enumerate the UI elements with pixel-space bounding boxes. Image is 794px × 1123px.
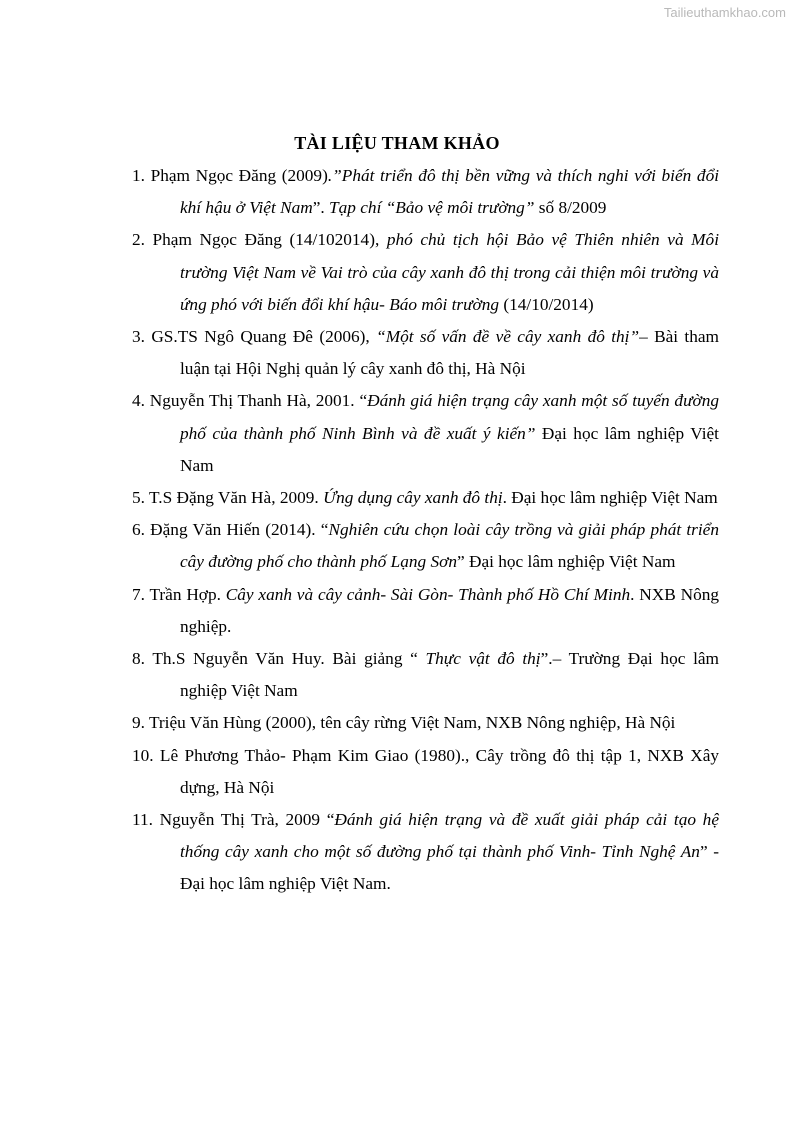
reference-text: số 8/2009 bbox=[534, 198, 607, 218]
reference-title-text: Đánh giá hiện trạng và đề xuất giải pháp cải tạo hệ thống cây xanh cho một số đường phố tại thành phố Vinh- Tỉnh Nghệ An bbox=[180, 810, 719, 862]
reference-text: GS.TS Ngô Quang Đê (2006), bbox=[151, 327, 377, 347]
watermark: Tailieuthamkhao.com bbox=[663, 5, 786, 20]
reference-text: Trần Hợp. bbox=[149, 584, 226, 604]
reference-text: Nguyễn Thị Thanh Hà, 2001. “ bbox=[149, 391, 368, 411]
reference-text: ” Đại học lâm nghiệp Việt Nam bbox=[457, 552, 676, 572]
reference-number: 2. bbox=[132, 230, 153, 250]
reference-number: 1. bbox=[132, 166, 151, 185]
reference-number: 10. bbox=[132, 745, 160, 765]
reference-number: 11. bbox=[132, 810, 160, 830]
reference-item bbox=[132, 740, 719, 804]
reference-item bbox=[132, 385, 719, 482]
reference-text: Đặng Văn Hiến (2014). “ bbox=[150, 520, 329, 540]
reference-number: 8. bbox=[132, 649, 153, 669]
reference-text: ” - Đại học lâm nghiệp Việt Nam. bbox=[180, 842, 719, 894]
reference-text: . Đại học lâm nghiệp Việt Nam bbox=[502, 488, 718, 508]
reference-text: – Bài tham luận tại Hội Nghị quản lý cây xanh đô thị, Hà Nội bbox=[180, 327, 719, 379]
reference-item bbox=[132, 579, 719, 643]
reference-number: 6. bbox=[132, 520, 151, 540]
reference-title-text: .”Phát triển đô thị bền vững và thích nghi với biến đổi khí hậu ở Việt Nam bbox=[180, 166, 720, 218]
reference-text: Đại học lâm nghiệp Việt Nam bbox=[180, 423, 719, 475]
reference-text: ”.– Trường Đại học lâm nghiệp Việt Nam bbox=[180, 649, 719, 701]
reference-text: Th.S Nguyễn Văn Huy. Bài giảng “ bbox=[152, 649, 426, 669]
reference-text: Phạm Ngọc Đăng (2009) bbox=[150, 166, 328, 185]
reference-title-text: Cây xanh và cây cảnh- Sài Gòn- Thành phố Hồ Chí Minh bbox=[225, 584, 631, 604]
reference-number: 4. bbox=[132, 391, 150, 411]
reference-title-text: “Một số vấn đề về cây xanh đô thị” bbox=[376, 327, 640, 347]
reference-text: (14/10/2014) bbox=[499, 294, 594, 314]
reference-text: Phạm Ngọc Đăng (14/102014), bbox=[152, 230, 387, 250]
reference-number: 5. bbox=[132, 488, 149, 508]
page-title: TÀI LIỆU THAM KHẢO bbox=[294, 133, 500, 153]
reference-item bbox=[132, 514, 719, 578]
reference-item bbox=[132, 643, 719, 707]
reference-item bbox=[132, 482, 719, 514]
reference-title-text: Nghiên cứu chọn loài cây trồng và giải pháp phát triển cây đường phố cho thành phố Lạng Sơn bbox=[180, 520, 719, 572]
reference-item bbox=[132, 804, 719, 901]
reference-number: 3. bbox=[132, 327, 152, 347]
reference-title-text: Đánh giá hiện trạng cây xanh một số tuyến đường phố của thành phố Ninh Bình và đề xuất ý kiến” bbox=[180, 391, 720, 443]
reference-text: T.S Đặng Văn Hà, 2009. bbox=[148, 488, 324, 508]
reference-item bbox=[132, 321, 719, 385]
reference-title-text: phó chủ tịch hội Bảo vệ Thiên nhiên và Môi trường Việt Nam về Vai trò của cây xanh đô thị trong cải thiện môi trường và ứng phó với biến đổi khí hậu- Báo môi trường bbox=[180, 230, 719, 314]
reference-title-text: Ứng dụng cây xanh đô thị bbox=[323, 488, 503, 508]
reference-list bbox=[132, 160, 719, 901]
reference-title-text: Thực vật đô thị bbox=[425, 649, 541, 669]
reference-item bbox=[132, 224, 719, 321]
reference-text: Lê Phương Thảo- Phạm Kim Giao (1980)., Cây trồng đô thị tập 1, NXB Xây dựng, Hà Nội bbox=[159, 745, 720, 797]
reference-title-text: Tạp chí “Bảo vệ môi trường” bbox=[329, 198, 535, 218]
reference-text: ”. bbox=[312, 198, 330, 218]
reference-text: . NXB Nông nghiệp. bbox=[180, 584, 719, 636]
reference-item bbox=[132, 707, 719, 739]
reference-text: Nguyễn Thị Trà, 2009 “ bbox=[159, 810, 335, 830]
reference-text: Triệu Văn Hùng (2000), tên cây rừng Việt Nam, NXB Nông nghiệp, Hà Nội bbox=[148, 713, 676, 733]
reference-item bbox=[132, 160, 719, 224]
reference-number: 7. bbox=[132, 584, 150, 604]
reference-number: 9. bbox=[132, 713, 149, 733]
